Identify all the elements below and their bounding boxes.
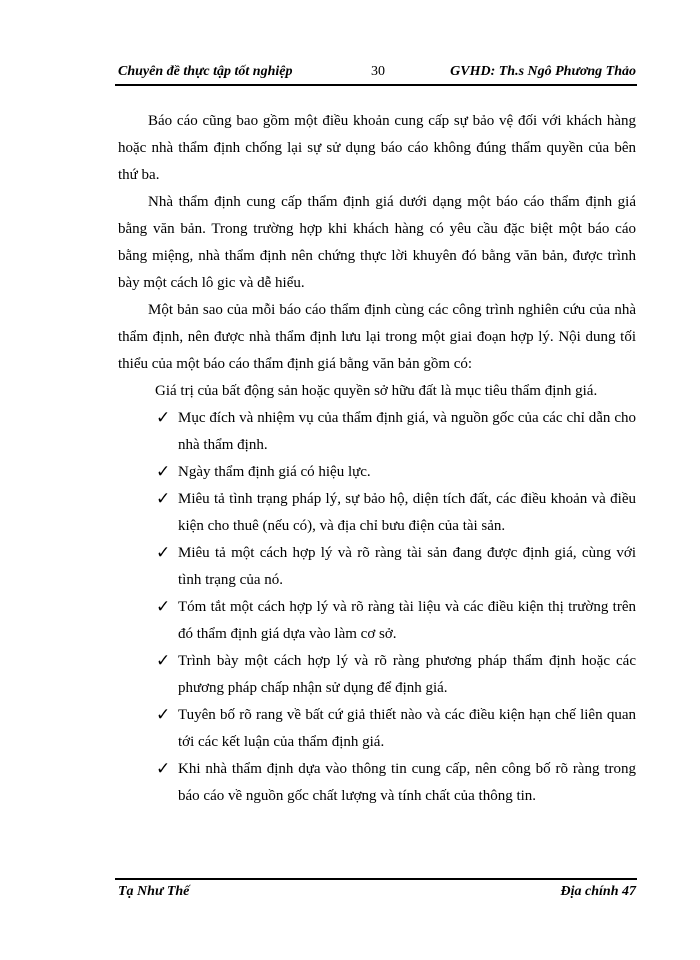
page-number: 30 [371,64,385,79]
check-mark-icon: ✓ [156,759,171,779]
list-item-text: Miêu tả một cách hợp lý và rõ ràng tài sản đang được định giá, cùng với tình trạng của nó. [178,545,636,588]
check-mark-icon: ✓ [156,651,171,671]
paragraph: Giá trị của bất động sản hoặc quyền sở hữu đất là mục tiêu thẩm định giá. [155,383,598,399]
header-divider [115,84,637,86]
check-mark-icon: ✓ [156,408,171,428]
page-header [118,62,636,84]
check-mark-icon: ✓ [156,597,171,617]
check-mark-icon: ✓ [156,489,171,509]
paragraph: Báo cáo cũng bao gồm một điều khoản cung cấp sự bảo vệ đối với khách hàng hoặc nhà thẩm định chống lại sự sử dụng báo cáo không đúng thẩm quyền của bên thứ ba. [118,113,636,183]
footer-class: Địa chính 47 [560,884,636,899]
list-item [118,702,636,756]
list-item [118,756,636,810]
header-supervisor: GVHD: Th.s Ngô Phương Thảo [450,64,636,79]
list-item [118,459,636,486]
list-item-text: Khi nhà thẩm định dựa vào thông tin cung cấp, nên công bố rõ ràng trong báo cáo về nguồn gốc chất lượng và tính chất của thông tin. [178,761,636,804]
footer-divider [115,878,637,880]
header-report-title: Chuyên đề thực tập tốt nghiệp [118,64,293,79]
check-mark-icon: ✓ [156,705,171,725]
list-item [118,594,636,648]
list-item-text: Tóm tắt một cách hợp lý và rõ ràng tài liệu và các điều kiện thị trường trên đó thẩm định giá dựa vào làm cơ sở. [178,599,636,642]
page-footer [118,882,636,904]
list-item-text: Miêu tả tình trạng pháp lý, sự bảo hộ, diện tích đất, các điều khoản và điều kiện cho thuê (nếu có), và địa chỉ bưu điện của tài sản. [178,491,636,534]
document-body [118,108,636,810]
list-item-text: Trình bày một cách hợp lý và rõ ràng phương pháp thẩm định hoặc các phương pháp chấp nhận sử dụng để định giá. [178,653,636,696]
list-item-text: Tuyên bố rõ rang về bất cứ giả thiết nào và các điều kiện hạn chế liên quan tới các kết luận của thẩm định giá. [178,707,636,750]
requirements-list [118,405,636,810]
list-item [118,648,636,702]
paragraph: Một bản sao của mỗi báo cáo thẩm định cùng các công trình nghiên cứu của nhà thẩm định, nên được nhà thẩm định lưu lại trong một giai đoạn hợp lý. Nội dung tối thiểu của một báo cáo thẩm định giá bằng văn bản gồm có: [118,302,636,372]
footer-author: Tạ Như Thế [118,884,190,899]
list-item [118,405,636,459]
check-mark-icon: ✓ [156,543,171,563]
list-item [118,486,636,540]
list-item-text: Mục đích và nhiệm vụ của thẩm định giá, và nguồn gốc của các chỉ dẫn cho nhà thẩm định. [178,410,636,453]
list-item-text: Ngày thẩm định giá có hiệu lực. [178,464,371,480]
list-item [118,540,636,594]
paragraph: Nhà thẩm định cung cấp thẩm định giá dưới dạng một báo cáo thẩm định giá bằng văn bản. Trong trường hợp khi khách hàng có yêu cầu đặc biệt một báo cáo bằng miệng, nhà thẩm định nên chứng thực lời khuyên đó bằng văn bản, được trình bày một cách lô gic và dễ hiểu. [118,194,636,291]
check-mark-icon: ✓ [156,462,171,482]
